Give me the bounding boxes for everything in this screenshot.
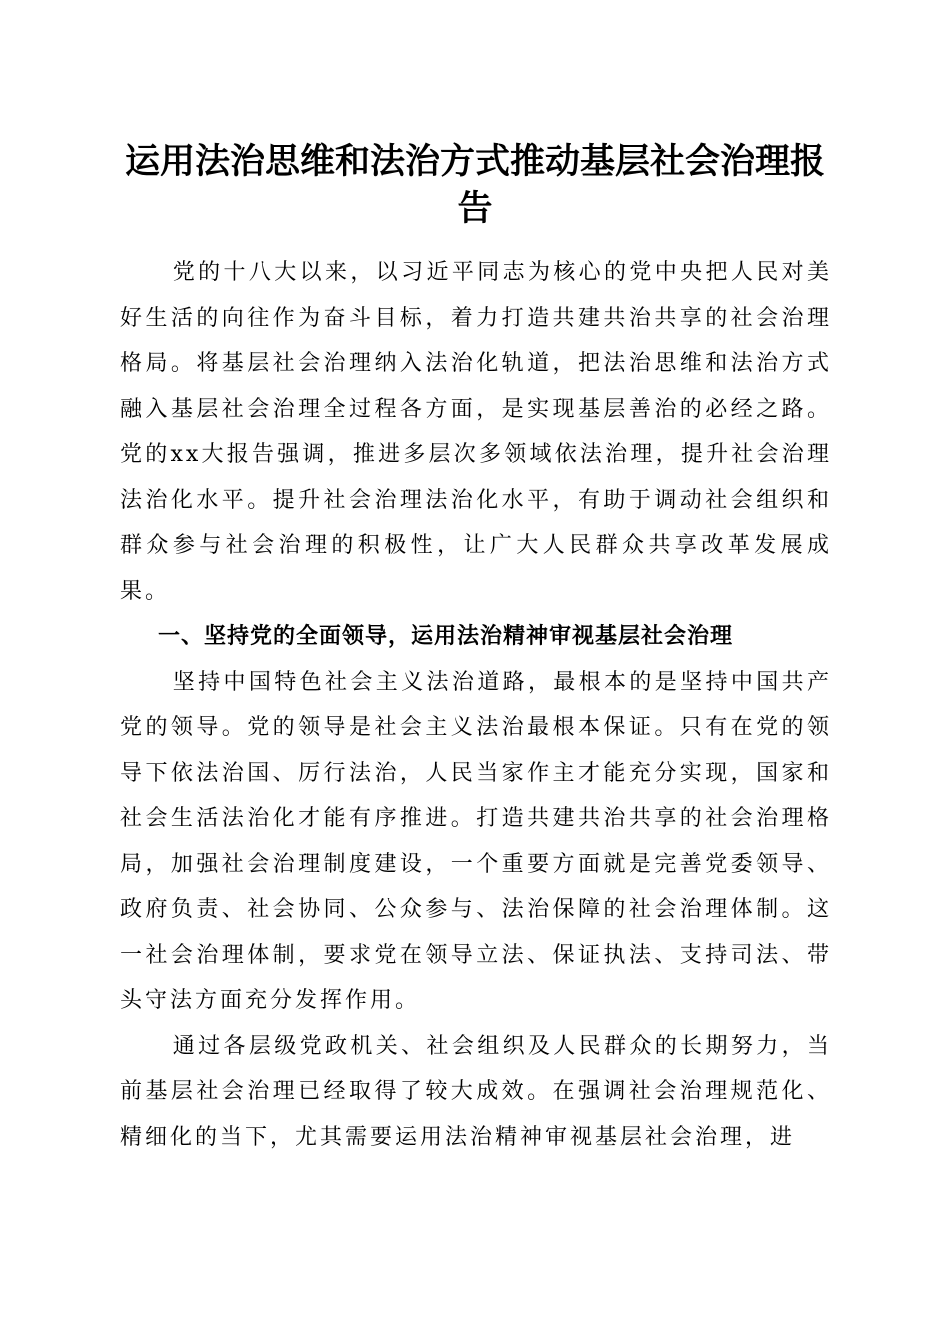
section-1-paragraph-2: 通过各层级党政机关、社会组织及人民群众的长期努力，当前基层社会治理已经取得了较大成效。在强调社会治理规范化、精细化的当下，尤其需要运用法治精神审视基层社会治理，进 bbox=[120, 1033, 832, 1150]
section-1-paragraph-1: 坚持中国特色社会主义法治道路，最根本的是坚持中国共产党的领导。党的领导是社会主义法治最根本保证。只有在党的领导下依法治国、厉行法治，人民当家作主才能充分实现，国家和社会生活法治化才能有序推进。打造共建共治共享的社会治理格局，加强社会治理制度建设，一个重要方面就是完善党委领导、政府负责、社会协同、公众参与、法治保障的社会治理体制。这一社会治理体制，要求党在领导立法、保证执法、支持司法、带头守法方面充分发挥作用。 bbox=[120, 669, 832, 1013]
section-heading-1: 一、坚持党的全面领导，运用法治精神审视基层社会治理 bbox=[158, 624, 734, 649]
document-body bbox=[120, 250, 832, 1160]
intro-paragraph: 党的十八大以来，以习近平同志为核心的党中央把人民对美好生活的向往作为奋斗目标，着力打造共建共治共享的社会治理格局。将基层社会治理纳入法治化轨道，把法治思维和法治方式融入基层社会治理全过程各方面，是实现基层善治的必经之路。党的xx大报告强调，推进多层次多领域依法治理，提升社会治理法治化水平。提升社会治理法治化水平，有助于调动社会组织和群众参与社会治理的积极性，让广大人民群众共享改革发展成果。 bbox=[120, 260, 832, 604]
document-title: 运用法治思维和法治方式推动基层社会治理报告 bbox=[124, 141, 825, 229]
